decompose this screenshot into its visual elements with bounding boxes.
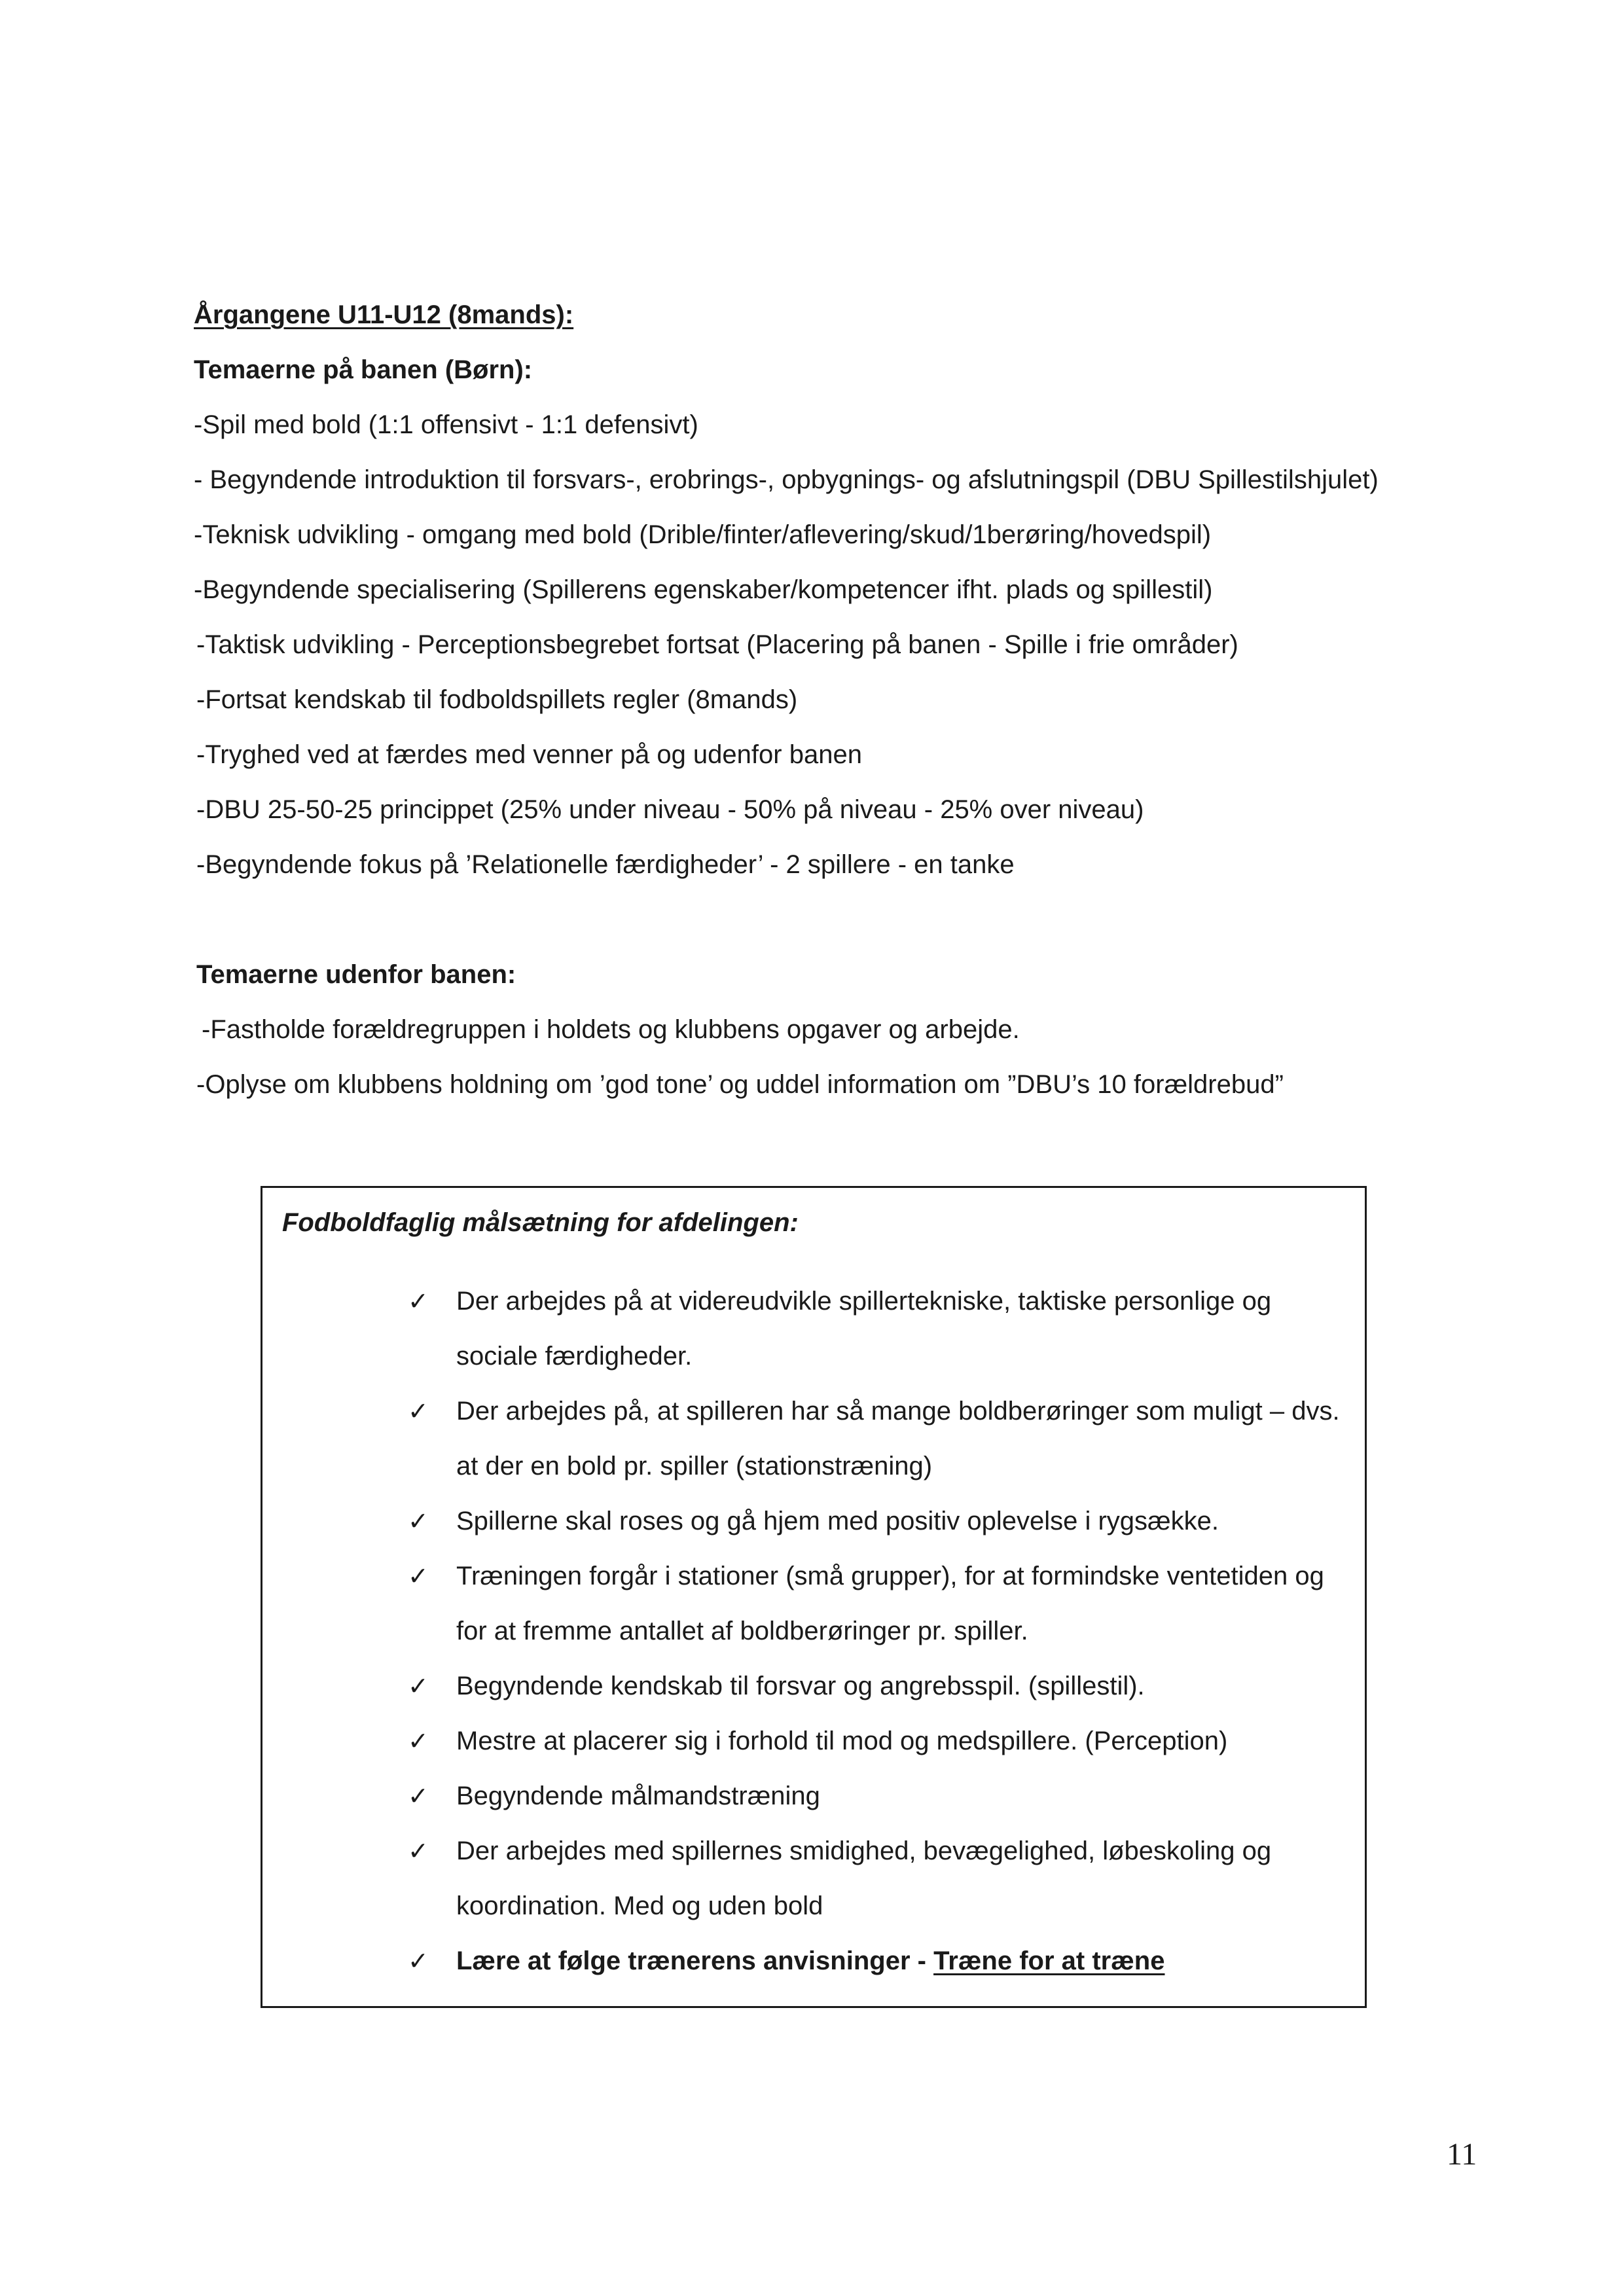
checkmark-icon: ✓ bbox=[408, 1727, 429, 1755]
page-number: 11 bbox=[1447, 2137, 1477, 2172]
on-field-item: - Begyndende introduktion til forsvars-, erobrings-, opbygnings- og afslutningspil (DBU Spillestilshjulet) bbox=[194, 465, 1379, 494]
on-field-item: -Fortsat kendskab til fodboldspillets regler (8mands) bbox=[196, 685, 798, 714]
goal-item-text: Der arbejdes på at videreudvikle spillertekniske, taktiske personlige og sociale færdigheder. bbox=[456, 1287, 1272, 1371]
goal-box-title: Fodboldfaglig målsætning for afdelingen: bbox=[282, 1208, 799, 1237]
off-field-item: -Fastholde forældregruppen i holdets og klubbens opgaver og arbejde. bbox=[202, 1015, 1020, 1044]
checkmark-icon: ✓ bbox=[408, 1672, 429, 1700]
on-field-item: -Begyndende specialisering (Spillerens egenskaber/kompetencer ifht. plads og spillestil) bbox=[194, 575, 1213, 604]
goal-item-bold-text: Lære at følge trænerens anvisninger - bbox=[456, 1946, 934, 1975]
goal-item-text: Begyndende kendskab til forsvar og angrebsspil. (spillestil). bbox=[456, 1672, 1145, 1700]
goal-item-text: Begyndende målmandstræning bbox=[456, 1782, 820, 1810]
checkmark-icon: ✓ bbox=[408, 1837, 429, 1865]
goal-item-text: Der arbejdes på, at spilleren har så mange boldberøringer som muligt – dvs. at der en bold pr. spiller (stationstræning) bbox=[456, 1397, 1340, 1480]
goal-item-text bbox=[456, 1933, 1340, 1988]
goal-item-text: Der arbejdes med spillernes smidighed, bevægelighed, løbeskoling og koordination. Med og uden bold bbox=[456, 1837, 1272, 1920]
goal-box bbox=[261, 1186, 1367, 2008]
on-field-item: -Spil med bold (1:1 offensivt - 1:1 defensivt) bbox=[194, 410, 698, 439]
section-title: Årgangene U11-U12 (8mands): bbox=[194, 300, 574, 329]
on-field-item: -DBU 25-50-25 princippet (25% under niveau - 50% på niveau - 25% over niveau) bbox=[196, 795, 1144, 824]
checkmark-icon: ✓ bbox=[408, 1287, 429, 1316]
checkmark-icon: ✓ bbox=[408, 1782, 429, 1810]
goal-item-text: Mestre at placerer sig i forhold til mod og medspillere. (Perception) bbox=[456, 1727, 1228, 1755]
goal-item-text: Træningen forgår i stationer (små grupper), for at formindske ventetiden og for at fremme antallet af boldberøringer pr. spiller. bbox=[456, 1562, 1324, 1645]
checkmark-icon: ✓ bbox=[408, 1946, 429, 1975]
checkmark-icon: ✓ bbox=[408, 1507, 429, 1535]
checkmark-icon: ✓ bbox=[408, 1562, 429, 1590]
checkmark-icon: ✓ bbox=[408, 1397, 429, 1426]
on-field-item: -Tryghed ved at færdes med venner på og udenfor banen bbox=[196, 740, 862, 769]
on-field-item: -Teknisk udvikling - omgang med bold (Drible/finter/aflevering/skud/1berøring/hovedspil) bbox=[194, 520, 1212, 549]
on-field-item: -Taktisk udvikling - Perceptionsbegrebet fortsat (Placering på banen - Spille i frie områder) bbox=[196, 630, 1238, 659]
on-field-item: -Begyndende fokus på ’Relationelle færdigheder’ - 2 spillere - en tanke bbox=[196, 850, 1015, 879]
on-field-heading: Temaerne på banen (Børn): bbox=[194, 355, 533, 384]
goal-item-underlined-text: Træne for at træne bbox=[933, 1946, 1165, 1975]
off-field-heading: Temaerne udenfor banen: bbox=[196, 960, 516, 989]
goal-item-text: Spillerne skal roses og gå hjem med positiv oplevelse i rygsække. bbox=[456, 1507, 1219, 1535]
off-field-item: -Oplyse om klubbens holdning om ’god tone’ og uddel information om ”DBU’s 10 forældrebud” bbox=[196, 1070, 1284, 1099]
